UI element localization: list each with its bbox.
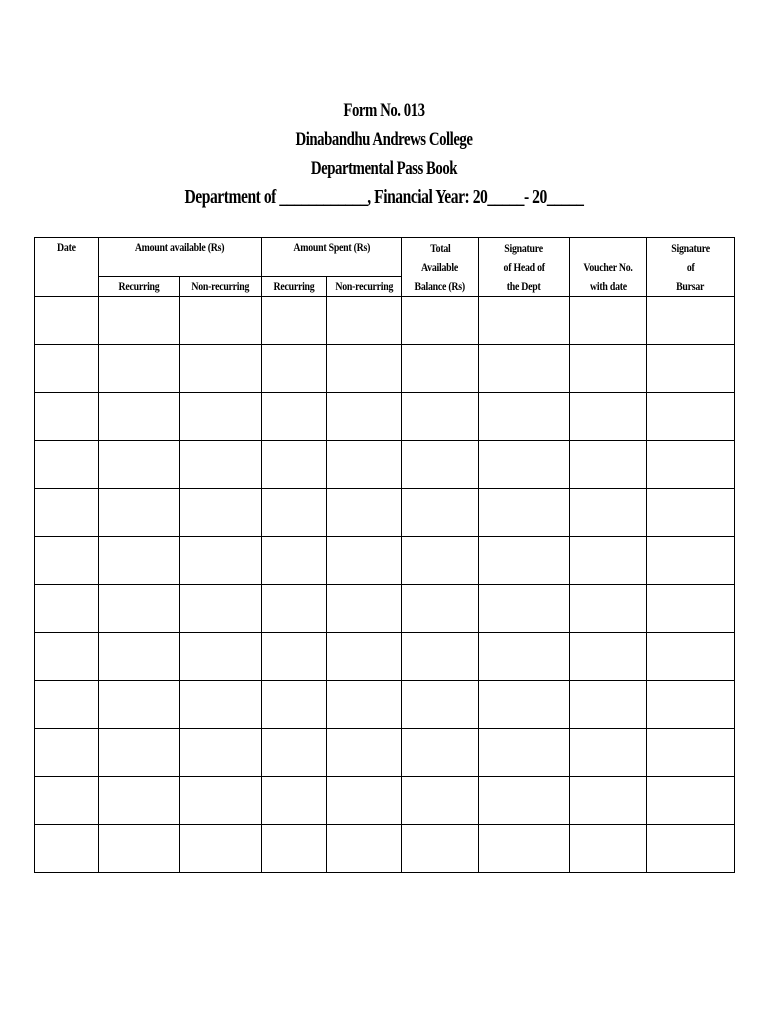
spent-non-recurring-cell[interactable] bbox=[327, 633, 402, 681]
table-row bbox=[35, 633, 735, 681]
spent-recurring-cell[interactable] bbox=[262, 825, 327, 873]
date-cell[interactable] bbox=[35, 393, 99, 441]
signature-head-cell[interactable] bbox=[479, 777, 570, 825]
total-balance-cell[interactable] bbox=[402, 681, 479, 729]
available-non-recurring-cell[interactable] bbox=[180, 345, 262, 393]
spent-recurring-cell[interactable] bbox=[262, 297, 327, 345]
spent-non-recurring-cell[interactable] bbox=[327, 441, 402, 489]
available-recurring-cell[interactable] bbox=[99, 537, 180, 585]
voucher-cell[interactable] bbox=[570, 489, 647, 537]
available-recurring-cell[interactable] bbox=[99, 585, 180, 633]
signature-head-cell[interactable] bbox=[479, 633, 570, 681]
voucher-cell[interactable] bbox=[570, 777, 647, 825]
total-balance-cell[interactable] bbox=[402, 633, 479, 681]
col-signature-head: Signature of Head of the Dept bbox=[479, 238, 570, 297]
signature-head-cell[interactable] bbox=[479, 585, 570, 633]
total-balance-cell[interactable] bbox=[402, 777, 479, 825]
signature-bursar-cell[interactable] bbox=[647, 393, 735, 441]
signature-head-cell[interactable] bbox=[479, 537, 570, 585]
date-cell[interactable] bbox=[35, 585, 99, 633]
col-amount-spent: Amount Spent (Rs) bbox=[262, 238, 402, 277]
spent-non-recurring-cell[interactable] bbox=[327, 297, 402, 345]
available-non-recurring-cell[interactable] bbox=[180, 777, 262, 825]
col-spent-recurring: Recurring bbox=[262, 277, 327, 297]
available-recurring-cell[interactable] bbox=[99, 825, 180, 873]
spent-non-recurring-cell[interactable] bbox=[327, 777, 402, 825]
signature-bursar-cell[interactable] bbox=[647, 537, 735, 585]
total-balance-cell[interactable] bbox=[402, 345, 479, 393]
spent-recurring-cell[interactable] bbox=[262, 489, 327, 537]
spent-recurring-cell[interactable] bbox=[262, 537, 327, 585]
date-cell[interactable] bbox=[35, 825, 99, 873]
available-recurring-cell[interactable] bbox=[99, 489, 180, 537]
total-balance-cell[interactable] bbox=[402, 729, 479, 777]
total-balance-cell[interactable] bbox=[402, 489, 479, 537]
available-recurring-cell[interactable] bbox=[99, 777, 180, 825]
signature-bursar-cell[interactable] bbox=[647, 729, 735, 777]
col-amount-available: Amount available (Rs) bbox=[99, 238, 262, 277]
pass-book-table bbox=[34, 237, 735, 873]
spent-recurring-cell[interactable] bbox=[262, 633, 327, 681]
spent-recurring-cell[interactable] bbox=[262, 345, 327, 393]
date-cell[interactable] bbox=[35, 729, 99, 777]
voucher-cell[interactable] bbox=[570, 537, 647, 585]
available-recurring-cell[interactable] bbox=[99, 441, 180, 489]
spent-recurring-cell[interactable] bbox=[262, 729, 327, 777]
spent-recurring-cell[interactable] bbox=[262, 681, 327, 729]
available-recurring-cell[interactable] bbox=[99, 729, 180, 777]
available-non-recurring-cell[interactable] bbox=[180, 297, 262, 345]
available-recurring-cell[interactable] bbox=[99, 345, 180, 393]
available-non-recurring-cell[interactable] bbox=[180, 681, 262, 729]
table-row bbox=[35, 441, 735, 489]
col-date: Date bbox=[35, 238, 99, 297]
col-available-non-recurring: Non-recurring bbox=[180, 277, 262, 297]
date-cell[interactable] bbox=[35, 633, 99, 681]
signature-bursar-cell[interactable] bbox=[647, 777, 735, 825]
available-non-recurring-cell[interactable] bbox=[180, 537, 262, 585]
table-row bbox=[35, 345, 735, 393]
table-row bbox=[35, 489, 735, 537]
available-non-recurring-cell[interactable] bbox=[180, 585, 262, 633]
total-balance-cell[interactable] bbox=[402, 441, 479, 489]
voucher-cell[interactable] bbox=[570, 345, 647, 393]
voucher-cell[interactable] bbox=[570, 729, 647, 777]
spent-non-recurring-cell[interactable] bbox=[327, 585, 402, 633]
col-voucher: Voucher No. with date bbox=[570, 238, 647, 297]
total-balance-cell[interactable] bbox=[402, 297, 479, 345]
total-balance-cell[interactable] bbox=[402, 537, 479, 585]
voucher-cell[interactable] bbox=[570, 585, 647, 633]
available-non-recurring-cell[interactable] bbox=[180, 393, 262, 441]
available-non-recurring-cell[interactable] bbox=[180, 633, 262, 681]
signature-bursar-cell[interactable] bbox=[647, 585, 735, 633]
table-row bbox=[35, 825, 735, 873]
spent-non-recurring-cell[interactable] bbox=[327, 729, 402, 777]
spent-recurring-cell[interactable] bbox=[262, 585, 327, 633]
spent-non-recurring-cell[interactable] bbox=[327, 537, 402, 585]
col-spent-non-recurring: Non-recurring bbox=[327, 277, 402, 297]
table-row bbox=[35, 585, 735, 633]
date-cell[interactable] bbox=[35, 777, 99, 825]
signature-head-cell[interactable] bbox=[479, 441, 570, 489]
col-total-balance: Total Available Balance (Rs) bbox=[402, 238, 479, 297]
college-name: Dinabandhu Andrews College bbox=[295, 129, 473, 150]
signature-head-cell[interactable] bbox=[479, 489, 570, 537]
date-cell[interactable] bbox=[35, 681, 99, 729]
form-number: Form No. 013 bbox=[343, 100, 425, 121]
spent-non-recurring-cell[interactable] bbox=[327, 681, 402, 729]
voucher-cell[interactable] bbox=[570, 681, 647, 729]
date-cell[interactable] bbox=[35, 297, 99, 345]
department-line: Department of ____________, Financial Year: 20_____- 20_____ bbox=[184, 186, 584, 208]
voucher-cell[interactable] bbox=[570, 297, 647, 345]
spent-recurring-cell[interactable] bbox=[262, 777, 327, 825]
date-cell[interactable] bbox=[35, 489, 99, 537]
total-balance-cell[interactable] bbox=[402, 585, 479, 633]
table-row bbox=[35, 297, 735, 345]
signature-bursar-cell[interactable] bbox=[647, 345, 735, 393]
book-title: Departmental Pass Book bbox=[310, 158, 458, 179]
table-row bbox=[35, 729, 735, 777]
col-available-recurring: Recurring bbox=[99, 277, 180, 297]
spent-non-recurring-cell[interactable] bbox=[327, 393, 402, 441]
signature-bursar-cell[interactable] bbox=[647, 825, 735, 873]
date-cell[interactable] bbox=[35, 537, 99, 585]
table-row bbox=[35, 537, 735, 585]
available-non-recurring-cell[interactable] bbox=[180, 825, 262, 873]
spent-recurring-cell[interactable] bbox=[262, 393, 327, 441]
spent-non-recurring-cell[interactable] bbox=[327, 825, 402, 873]
form-header bbox=[0, 96, 768, 212]
available-recurring-cell[interactable] bbox=[99, 393, 180, 441]
date-cell[interactable] bbox=[35, 441, 99, 489]
col-signature-bursar: Signature of Bursar bbox=[647, 238, 735, 297]
voucher-cell[interactable] bbox=[570, 393, 647, 441]
signature-bursar-cell[interactable] bbox=[647, 633, 735, 681]
available-recurring-cell[interactable] bbox=[99, 681, 180, 729]
signature-bursar-cell[interactable] bbox=[647, 441, 735, 489]
voucher-cell[interactable] bbox=[570, 825, 647, 873]
signature-head-cell[interactable] bbox=[479, 825, 570, 873]
signature-head-cell[interactable] bbox=[479, 681, 570, 729]
table-row bbox=[35, 681, 735, 729]
available-recurring-cell[interactable] bbox=[99, 297, 180, 345]
date-cell[interactable] bbox=[35, 345, 99, 393]
signature-head-cell[interactable] bbox=[479, 393, 570, 441]
table-body bbox=[35, 297, 735, 873]
voucher-cell[interactable] bbox=[570, 633, 647, 681]
signature-head-cell[interactable] bbox=[479, 729, 570, 777]
available-recurring-cell[interactable] bbox=[99, 633, 180, 681]
signature-bursar-cell[interactable] bbox=[647, 489, 735, 537]
signature-head-cell[interactable] bbox=[479, 345, 570, 393]
signature-head-cell[interactable] bbox=[479, 297, 570, 345]
signature-bursar-cell[interactable] bbox=[647, 297, 735, 345]
spent-non-recurring-cell[interactable] bbox=[327, 489, 402, 537]
spent-non-recurring-cell[interactable] bbox=[327, 345, 402, 393]
table-row bbox=[35, 393, 735, 441]
table-row bbox=[35, 777, 735, 825]
available-non-recurring-cell[interactable] bbox=[180, 441, 262, 489]
signature-bursar-cell[interactable] bbox=[647, 681, 735, 729]
available-non-recurring-cell[interactable] bbox=[180, 489, 262, 537]
spent-recurring-cell[interactable] bbox=[262, 441, 327, 489]
available-non-recurring-cell[interactable] bbox=[180, 729, 262, 777]
total-balance-cell[interactable] bbox=[402, 825, 479, 873]
total-balance-cell[interactable] bbox=[402, 393, 479, 441]
voucher-cell[interactable] bbox=[570, 441, 647, 489]
